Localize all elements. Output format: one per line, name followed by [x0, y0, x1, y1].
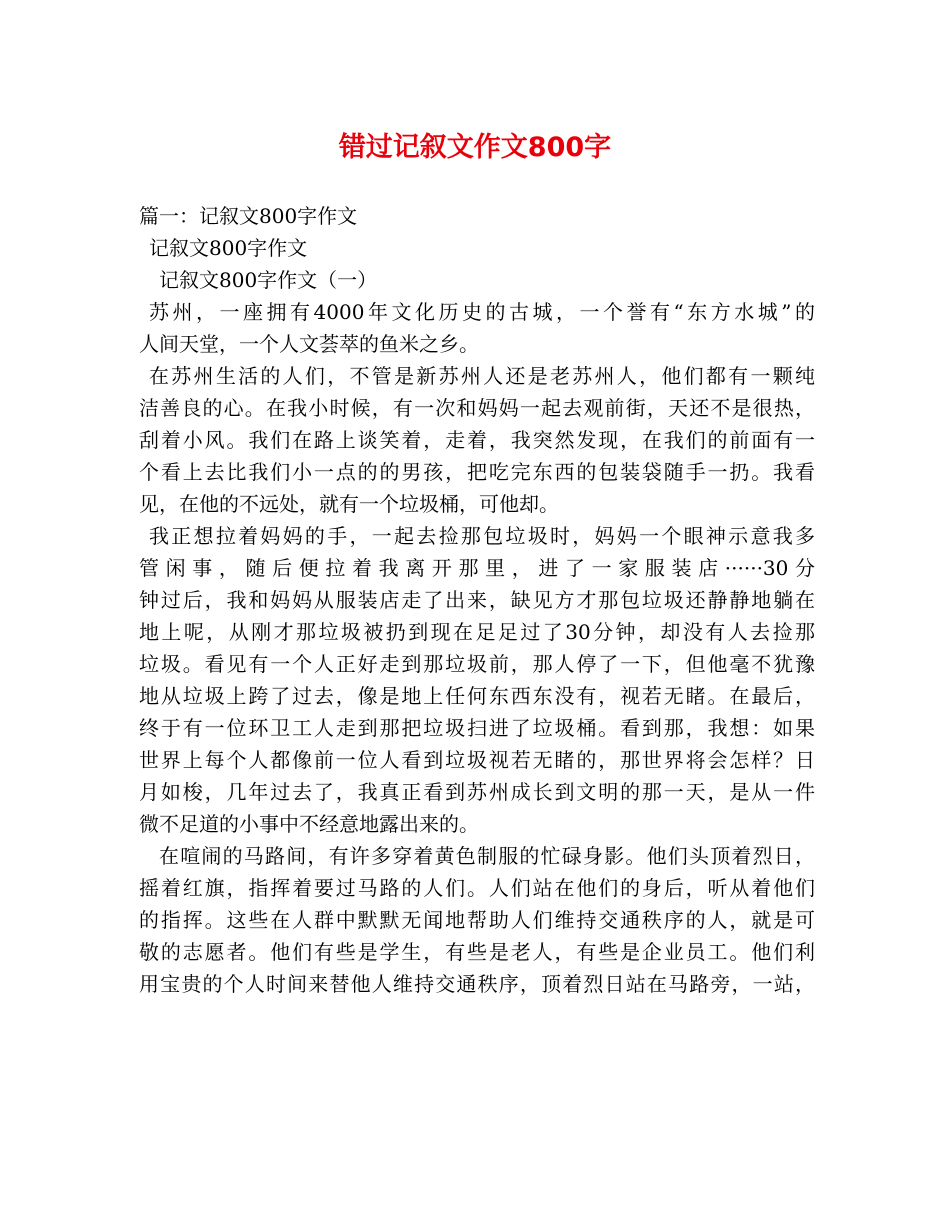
text-line: 垃圾。看见有一个人正好走到那垃圾前，那人停了一下，但他毫不犹豫 — [139, 652, 815, 676]
text-line: 我正想拉着妈妈的手，一起去捡那包垃圾时，妈妈一个眼神示意我多 — [149, 524, 815, 548]
text-line: 地上呢，从刚才那垃圾被扔到现在足足过了30分钟，却没有人去捡那 — [139, 620, 815, 644]
text-line: 在苏州生活的人们，不管是新苏州人还是老苏州人，他们都有一颗纯 — [149, 364, 815, 388]
text-line: 刮着小风。我们在路上谈笑着，走着，我突然发现，在我们的前面有一 — [139, 428, 815, 452]
text-line: 终于有一位环卫工人走到那把垃圾扫进了垃圾桶。看到那，我想：如果 — [139, 716, 815, 740]
document-body — [139, 200, 815, 1000]
text-line: 摇着红旗，指挥着要过马路的人们。人们站在他们的身后，听从着他们 — [139, 876, 815, 900]
text-line: 地从垃圾上跨了过去，像是地上任何东西东没有，视若无睹。在最后， — [139, 684, 815, 708]
text-line: 洁善良的心。在我小时候，有一次和妈妈一起去观前街，天还不是很热， — [139, 396, 815, 420]
text-line: 用宝贵的个人时间来替他人维持交通秩序，顶着烈日站在马路旁，一站， — [139, 972, 815, 996]
text-line: 世界上每个人都像前一位人看到垃圾视若无睹的，那世界将会怎样？日 — [139, 748, 815, 772]
subheading: 记叙文800字作文（一） — [159, 268, 378, 292]
text-line: 钟过后，我和妈妈从服装店走了出来，缺见方才那包垃圾还静静地躺在 — [139, 588, 815, 612]
section-heading: 篇一：记叙文800字作文 — [139, 204, 358, 228]
text-line: 月如梭，几年过去了，我真正看到苏州成长到文明的那一天，是从一件 — [139, 780, 815, 804]
subheading: 记叙文800字作文 — [149, 236, 308, 260]
text-line: 苏州，一座拥有4000年文化历史的古城，一个誉有“东方水城”的 — [149, 300, 815, 324]
text-line: 管闲事，随后便拉着我离开那里，进了一家服装店······30分 — [139, 556, 815, 580]
text-line: 人间天堂，一个人文荟萃的鱼米之乡。 — [139, 332, 479, 356]
text-line: 个看上去比我们小一点的的男孩，把吃完东西的包装袋随手一扔。我看 — [139, 460, 815, 484]
document-title: 错过记叙文作文800字 — [338, 132, 612, 163]
text-line: 在喧闹的马路间，有许多穿着黄色制服的忙碌身影。他们头顶着烈日， — [159, 844, 815, 868]
text-line: 微不足道的小事中不经意地露出来的。 — [139, 812, 479, 836]
text-line: 的指挥。这些在人群中默默无闻地帮助人们维持交通秩序的人，就是可 — [139, 908, 815, 932]
text-line: 见，在他的不远处，就有一个垃圾桶，可他却。 — [139, 492, 559, 516]
text-line: 敬的志愿者。他们有些是学生，有些是老人，有些是企业员工。他们利 — [139, 940, 815, 964]
